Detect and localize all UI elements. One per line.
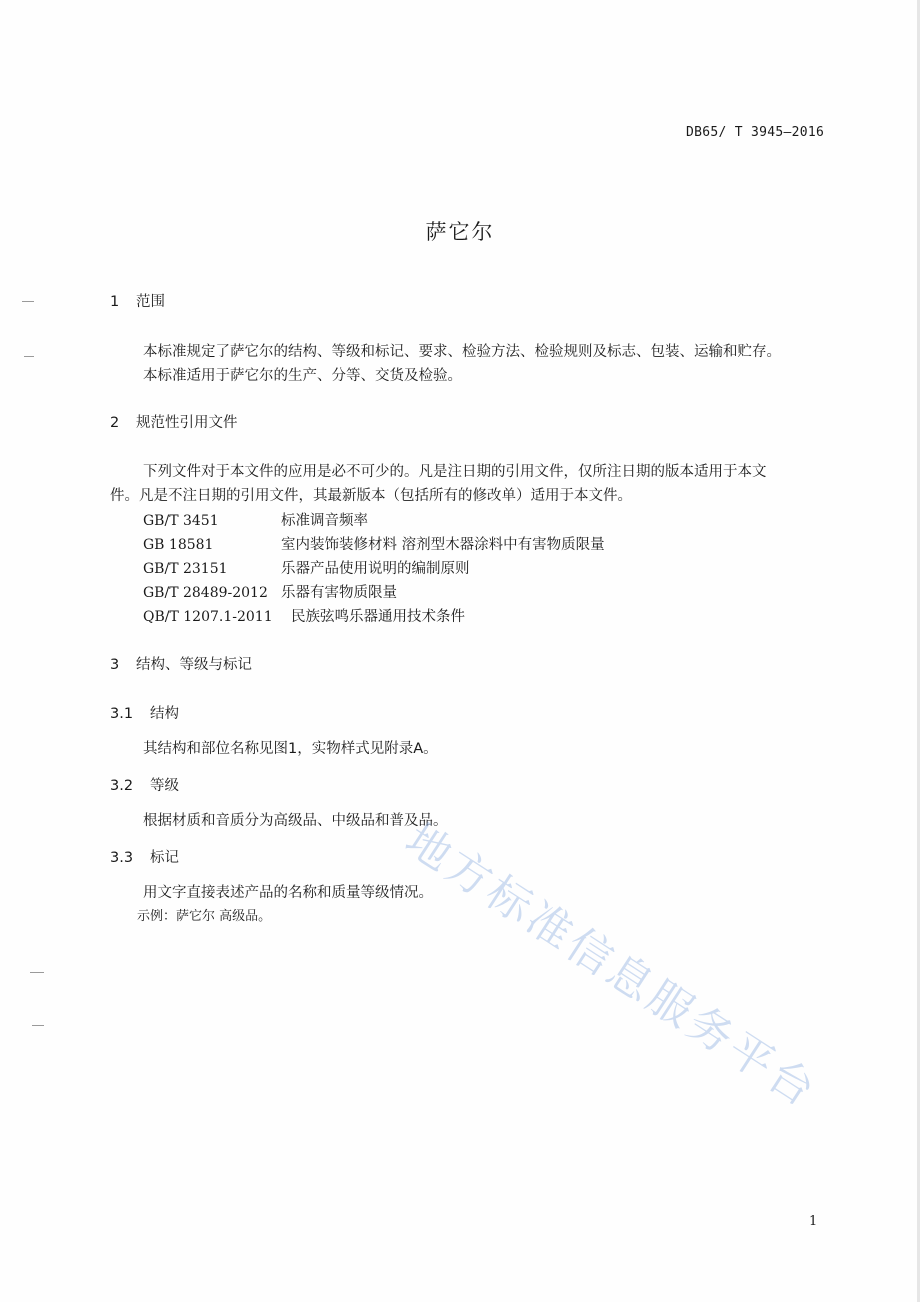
reference-title: 标准调音频率: [281, 513, 368, 529]
paragraph: 本标准适用于萨它尔的生产、分等、交货及检验。: [143, 368, 462, 384]
standard-code: DB65/ T 3945—2016: [686, 125, 825, 140]
subsection-title: 标记: [150, 850, 179, 866]
subsection-3-1-heading: [110, 704, 179, 724]
example-note: 示例：萨它尔 高级品。: [137, 909, 272, 924]
subsection-title: 结构: [150, 706, 179, 722]
subsection-number: 3.1: [110, 706, 134, 722]
section-number: 3: [110, 657, 120, 673]
section-3-heading: [110, 655, 252, 675]
reference-code: GB/T 3451: [143, 513, 219, 529]
page-number: 1: [809, 1214, 818, 1229]
paragraph-continuation: 件。凡是不注日期的引用文件，其最新版本（包括所有的修改单）适用于本文件。: [110, 488, 632, 504]
section-title: 范围: [136, 294, 165, 310]
reference-code: GB/T 28489-2012: [143, 585, 268, 601]
section-1-heading: [110, 292, 165, 312]
section-title: 结构、等级与标记: [136, 657, 252, 673]
document-title: 萨它尔: [425, 220, 495, 244]
paragraph: 用文字直接表述产品的名称和质量等级情况。: [143, 885, 433, 901]
subsection-title: 等级: [150, 778, 179, 794]
reference-title: 乐器有害物质限量: [281, 585, 397, 601]
reference-code: QB/T 1207.1-2011: [143, 609, 273, 625]
paragraph: 其结构和部位名称见图1，实物样式见附录A。: [143, 741, 438, 757]
paragraph: 根据材质和音质分为高级品、中级品和普及品。: [143, 813, 448, 829]
margin-mark: [24, 356, 34, 357]
margin-mark: [22, 301, 34, 302]
subsection-3-3-heading: [110, 848, 179, 868]
subsection-3-2-heading: [110, 776, 179, 796]
margin-mark: [30, 972, 44, 973]
paragraph: 下列文件对于本文件的应用是必不可少的。凡是注日期的引用文件，仅所注日期的版本适用于本文: [143, 464, 767, 480]
watermark: 地方标准信息服务平台: [396, 814, 827, 1119]
subsection-number: 3.3: [110, 850, 134, 866]
section-2-heading: [110, 413, 238, 433]
section-number: 1: [110, 294, 120, 310]
section-title: 规范性引用文件: [136, 415, 238, 431]
subsection-number: 3.2: [110, 778, 134, 794]
reference-code: GB 18581: [143, 537, 214, 553]
reference-title: 室内装饰装修材料 溶剂型木器涂料中有害物质限量: [281, 537, 605, 553]
margin-mark: [32, 1025, 44, 1026]
paragraph: 本标准规定了萨它尔的结构、等级和标记、要求、检验方法、检验规则及标志、包装、运输和贮存。: [143, 344, 781, 360]
reference-code: GB/T 23151: [143, 561, 228, 577]
reference-title: 民族弦鸣乐器通用技术条件: [291, 609, 465, 625]
section-number: 2: [110, 415, 120, 431]
reference-title: 乐器产品使用说明的编制原则: [281, 561, 470, 577]
